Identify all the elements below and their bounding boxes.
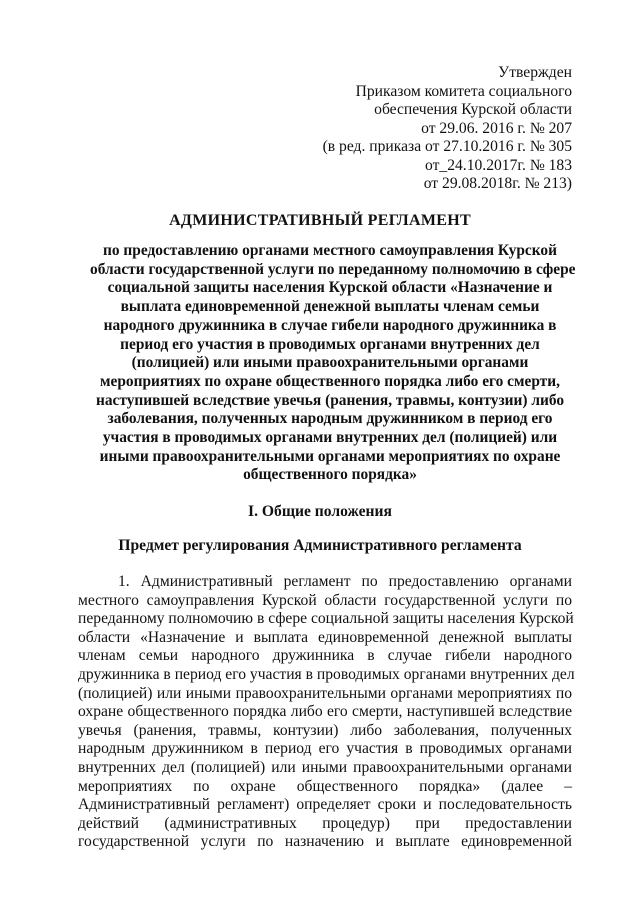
paragraph-line: дружинника в период его участия в проводимых органами внутренних дел	[78, 665, 575, 683]
paragraph-line: переданному полномочию в сфере социальной защиты населения Курской	[78, 610, 574, 628]
subtitle-line: выплата единовременной денежной выплаты членам семьи	[120, 298, 540, 316]
approval-block	[323, 64, 572, 194]
paragraph-line: охране общественного порядка либо его смерти, наступившей вследствие	[78, 703, 572, 721]
approval-line: от 29.06. 2016 г. № 207	[421, 119, 572, 137]
paragraph-line: Административный регламент) определяет сроки и последовательность	[78, 796, 572, 814]
document-subtitle	[90, 242, 576, 485]
document-title: АДМИНИСТРАТИВНЫЙ РЕГЛАМЕНТ	[169, 212, 471, 229]
subtitle-line: участия в проводимых органами внутренних дел (полицией) или	[102, 429, 558, 447]
approval-line: (в ред. приказа от 27.10.2016 г. № 305	[322, 138, 572, 155]
paragraph-line: области «Назначение и выплата единовременной денежной выплаты	[78, 628, 572, 646]
subtitle-line: социальной защиты населения Курской области «Назначение и	[107, 279, 553, 297]
subtitle-line: (полицией) или иными правоохранительными органами	[131, 354, 529, 372]
subtitle-line: по предоставлению органами местного самоуправления Курской	[103, 242, 557, 259]
subtitle-line: наступившей вследствие увечья (ранения, травмы, контузии) либо	[95, 391, 565, 409]
paragraph-line: 1. Административный регламент по предоставлению органами	[118, 573, 572, 590]
paragraph-line: местного самоуправления Курской области государственной услуги по	[78, 591, 572, 609]
paragraph-line: народным дружинником в период его участия в проводимых органами	[78, 740, 572, 758]
paragraph-line: действий (административных процедур) при предоставлении	[78, 814, 572, 832]
paragraph-line: (полицией) или иными правоохранительными органами мероприятиях по	[78, 684, 572, 702]
subtitle-line: период его участия в проводимых органами внутренних дел	[120, 335, 540, 353]
paragraph-line: членам семьи народного дружинника в случае гибели народного	[78, 647, 572, 665]
paragraph-line: увечья (ранения, травмы, контузии) либо заболевания, полученных	[78, 721, 572, 739]
subtitle-line: области государственной услуги по переданному полномочию в сфере	[90, 260, 576, 278]
subtitle-line: общественного порядка»	[243, 466, 417, 484]
approval-line: от 29.08.2018г. № 213)	[423, 175, 572, 192]
body-paragraph	[78, 573, 575, 852]
approval-line: обеспечения Курской области	[374, 101, 572, 118]
subtitle-line: иными правоохранительными органами мероприятиях по охране	[99, 447, 561, 465]
subtitle-line: народного дружинника в случае гибели народного дружинника в	[103, 316, 557, 334]
approval-line: Приказом комитета социального	[355, 82, 572, 100]
subsection-heading: Предмет регулирования Административного регламента	[118, 537, 522, 554]
paragraph-line: внутренних дел (полицией) или иными правоохранительными органами	[78, 758, 572, 776]
approval-line: Утвержден	[498, 64, 572, 81]
paragraph-line: государственной услуги по назначению и выплате единовременной	[78, 833, 572, 851]
approval-line: от_24.10.2017г. № 183	[425, 156, 572, 174]
subtitle-line: мероприятиях по охране общественного порядка либо его смерти,	[100, 372, 560, 390]
section-heading: I. Общие положения	[248, 503, 392, 520]
paragraph-line: мероприятиях по охране общественного порядка» (далее –	[78, 777, 572, 795]
subtitle-line: заболевания, полученных народным дружинником в период его	[107, 410, 553, 428]
